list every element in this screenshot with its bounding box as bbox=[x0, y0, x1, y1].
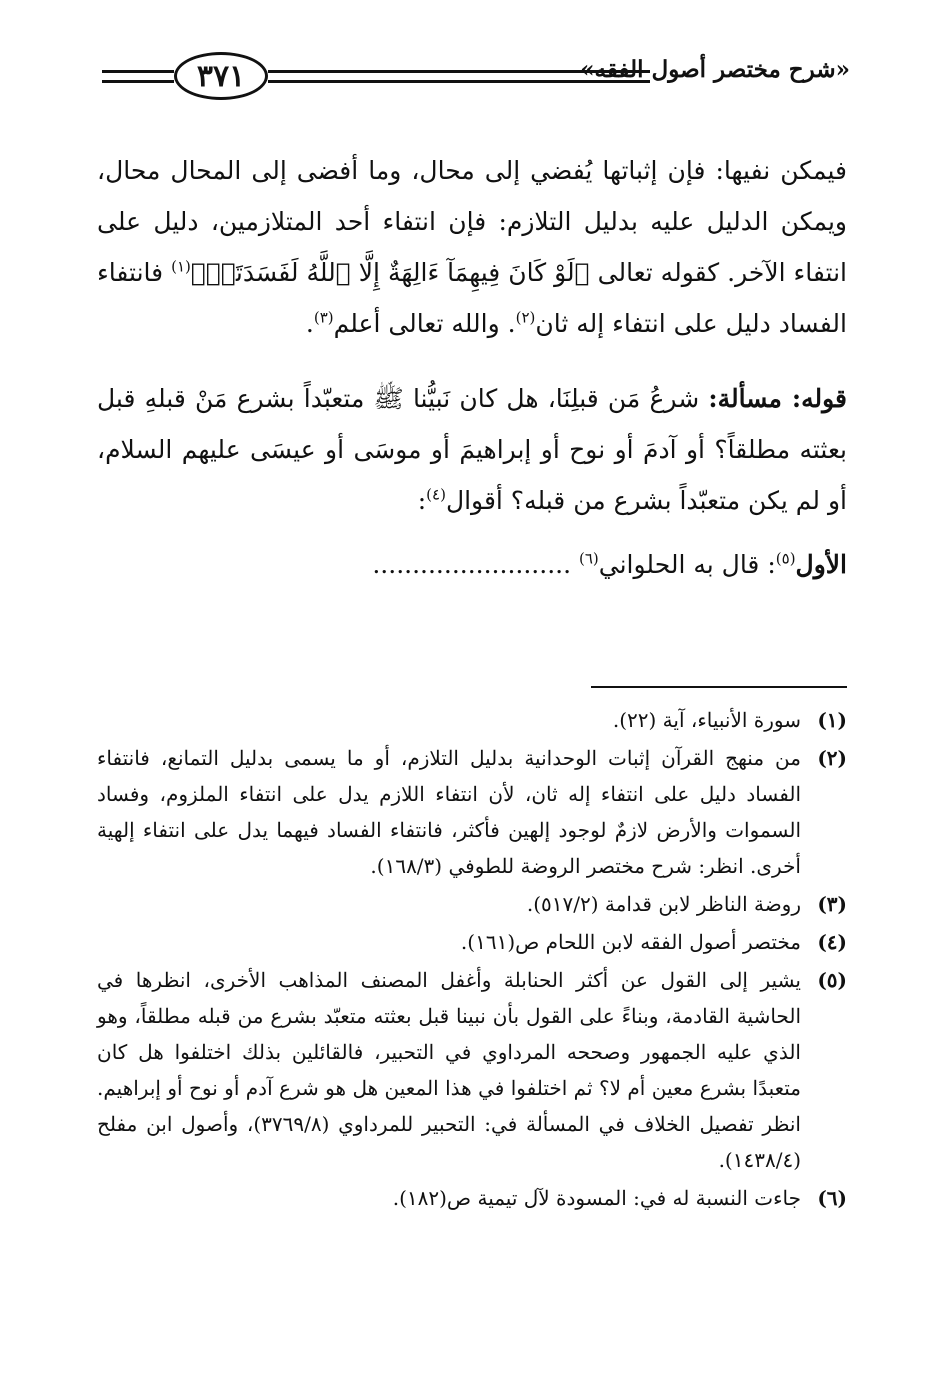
footnote bbox=[97, 962, 847, 1178]
text-run: شرعُ مَن قبلِنَا، هل كان نَبيُّنا ﷺ متعبّداً بشرع مَنْ قبلهِ قبل بعثته مطلقاً؟ أو آدمَ أو نوح أو إبراهيمَ أو موسَى أو عيسَى عليهم السلام، أو لم يكن متعبّداً بشرع من قبله؟ أقوال bbox=[97, 384, 847, 515]
footnote-number: (٢) bbox=[817, 746, 847, 770]
footnotes bbox=[97, 702, 847, 1218]
footnote-text: يشير إلى القول عن أكثر الحنابلة وأغفل المصنف المذاهب الأخرى، انظرها في الحاشية القادمة، وبناءً على القول بأن نبينا قبل بعثته متعبّد بشرع من قبله مطلقاً، وهو الذي عليه الجمهور وصححه المرداوي في التحبير، فالقائلين بذلك اختلفوا هل كان متعبدًا بشرع معين أم لا؟ ثم اختلفوا في هذا المعين هل هو شرع آدم أو نوح أو إبراهيم. انظر تفصيل الخلاف في المسألة في: التحبير للمرداوي (٣٧٦٩/٨)، وأصول ابن مفلح (١٤٣٨/٤). bbox=[97, 968, 801, 1172]
text-run: . bbox=[305, 309, 314, 338]
footnote-text: جاءت النسبة له في: المسودة لآل تيمية ص(١٨٢). bbox=[392, 1186, 801, 1210]
paragraph bbox=[97, 145, 847, 349]
paragraph bbox=[97, 373, 847, 526]
quran-verse: ﴿لَوْ كَانَ فِيهِمَآ ءَالِهَةٌ إِلَّا ٱللَّهُ لَفَسَدَتَاۚ﴾ bbox=[190, 258, 590, 287]
text-run: : bbox=[417, 486, 427, 515]
running-title: «شرح مختصر أصول الفقه» bbox=[580, 56, 850, 83]
page-header bbox=[100, 48, 850, 108]
footnote bbox=[97, 740, 847, 884]
footnote-text: روضة الناظر لابن قدامة (٥١٧/٢). bbox=[526, 892, 801, 916]
footnote-number: (٤) bbox=[817, 930, 847, 954]
continuation-dots: ......................... bbox=[372, 550, 579, 579]
footnote-ref[interactable]: (١) bbox=[171, 257, 191, 276]
footnote-text: مختصر أصول الفقه لابن اللحام ص(١٦١). bbox=[460, 930, 801, 954]
footnote bbox=[97, 924, 847, 960]
footnote-number: (٦) bbox=[817, 1186, 847, 1210]
footnote bbox=[97, 1180, 847, 1216]
footnote-separator bbox=[591, 686, 847, 688]
footnote-number: (١) bbox=[817, 708, 847, 732]
footnote bbox=[97, 702, 847, 738]
footnote-number: (٥) bbox=[817, 968, 847, 992]
main-text bbox=[97, 145, 847, 592]
footnote bbox=[97, 886, 847, 922]
footnote-ref[interactable]: (٢) bbox=[515, 308, 536, 327]
text-run: : قال به الحلواني bbox=[598, 550, 776, 579]
footnote-ref[interactable]: (٣) bbox=[313, 308, 334, 327]
issue-heading: قوله: مسألة: bbox=[708, 384, 847, 413]
footnote-text: سورة الأنبياء، آية (٢٢). bbox=[612, 708, 801, 732]
text-run: . والله تعالى أعلم bbox=[333, 309, 516, 338]
paragraph bbox=[97, 538, 847, 592]
footnote-ref[interactable]: (٦) bbox=[578, 549, 599, 568]
text-run: فانتفاء الفساد دليل على انتفاء إله ثان bbox=[97, 258, 847, 338]
footnote-text: من منهج القرآن إثبات الوحدانية بدليل التلازم، أو ما يسمى بدليل التمانع، فانتفاء الفساد دليل على انتفاء إله ثان، لأن انتفاء اللازم يدل على انتفاء الملزوم، وفساد السموات والأرض لازمٌ لوجود إلهين فأكثر، فانتفاء الفساد فيهما يدل على انتفاء إلهية أخرى. انظر: شرح مختصر الروضة للطوفي (١٦٨/٣). bbox=[97, 746, 801, 878]
header-rule bbox=[102, 70, 174, 73]
page-number: ٣٧١ bbox=[174, 52, 268, 100]
footnote-number: (٣) bbox=[817, 892, 847, 916]
opinion-heading: الأول bbox=[795, 550, 847, 579]
footnote-ref[interactable]: (٤) bbox=[426, 485, 446, 504]
text-run: فيمكن نفيها: فإن إثباتها يُفضي إلى محال، وما أفضى إلى المحال محال، ويمكن الدليل عليه بدليل التلازم: فإن انتفاء أحد المتلازمين، دليل على انتفاء الآخر. كقوله تعالى bbox=[97, 156, 847, 287]
header-rule bbox=[102, 80, 174, 83]
footnote-ref[interactable]: (٥) bbox=[775, 549, 796, 568]
